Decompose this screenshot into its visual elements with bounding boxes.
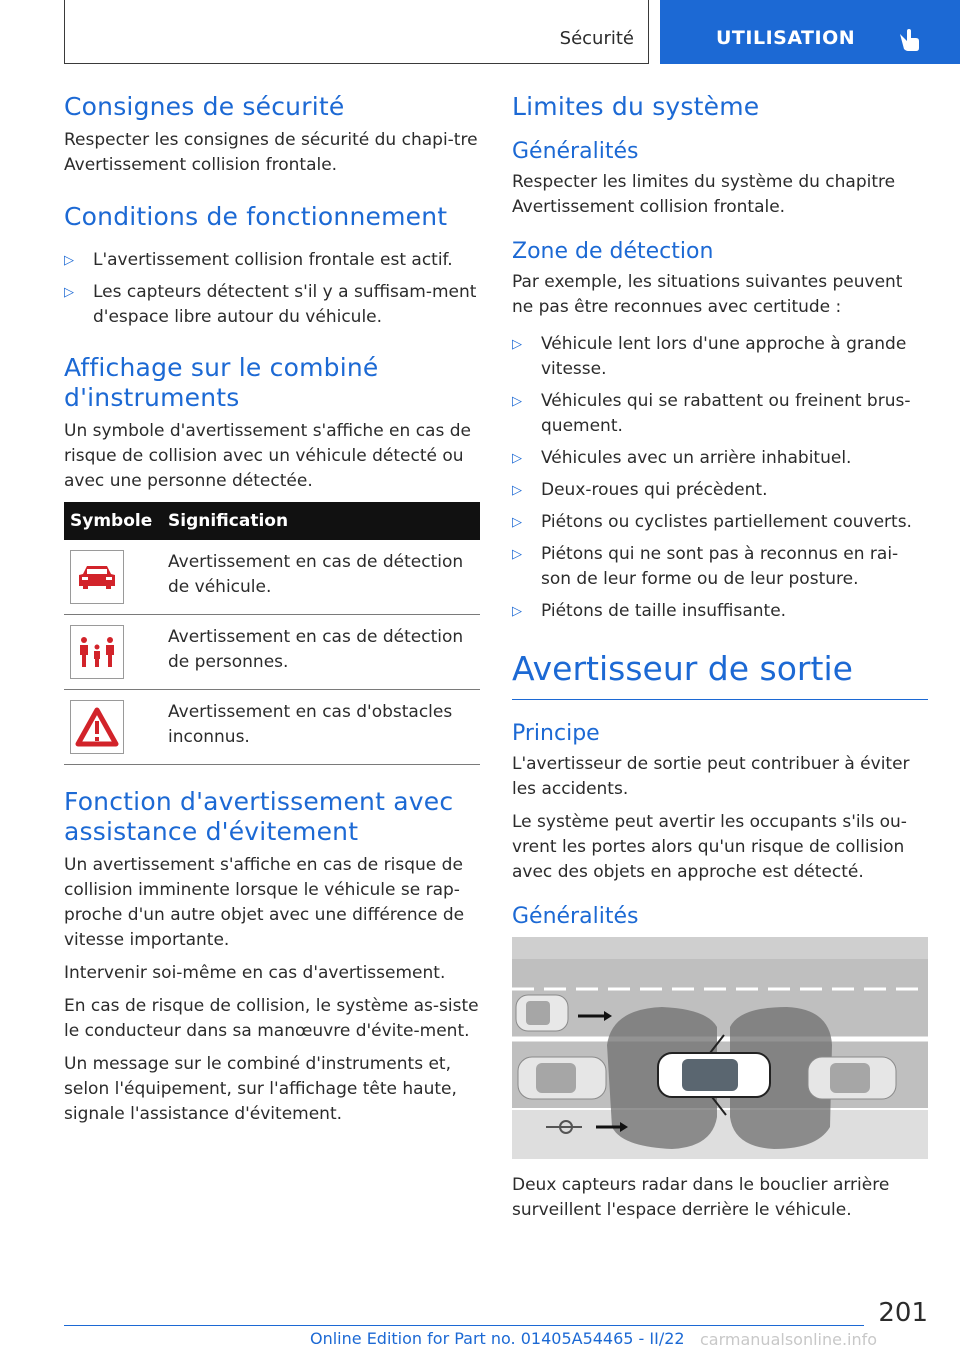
zone-list	[512, 332, 928, 624]
table-row	[64, 615, 480, 690]
symbol-table	[64, 502, 480, 765]
paragraph-consignes: Respecter les consignes de sécurité du chapi-tre Avertissement collision frontale.	[64, 130, 478, 175]
edition-note: Online Edition for Part no. 01405A54465 - II/22	[310, 1329, 685, 1348]
heading-zone: Zone de détection	[512, 239, 714, 264]
footer-divider	[64, 1325, 864, 1326]
list-item: ▷ Véhicules avec un arrière inhabituel.	[512, 448, 852, 468]
paragraph-fonction-3: En cas de risque de collision, le système as-siste le conducteur dans sa manœuvre d'évite-ment.	[64, 996, 479, 1041]
car-warning-icon	[70, 550, 124, 604]
paragraph-affichage: Un symbole d'avertissement s'affiche en cas de risque de collision avec un véhicule détecté ou avec une personne détectée.	[64, 421, 471, 491]
header-section-title: Sécurité	[559, 28, 634, 49]
list-item: ▷ L'avertissement collision frontale est actif.	[64, 250, 453, 270]
list-item: ▷ Véhicules qui se rabattent ou freinent brus-quement.	[512, 391, 911, 436]
heading-consignes: Consignes de sécurité	[64, 92, 345, 121]
list-item: ▷ Piétons de taille insuffisante.	[512, 601, 787, 621]
heading-affichage: Affichage sur le combiné d'instruments	[64, 353, 379, 412]
table-row	[64, 690, 480, 765]
parked-car-icon	[516, 995, 568, 1031]
heading-fonction: Fonction d'avertissement avec assistance d'évitement	[64, 787, 454, 846]
table-row	[64, 540, 480, 615]
pedestrians-warning-icon	[70, 625, 124, 679]
table-cell: Avertissement en cas de détection de personnes.	[162, 615, 480, 690]
paragraph-principe-2: Le système peut avertir les occupants s'ils ou-vrent les portes alors qu'un risque de collision avec des objets en approche est détecté.	[512, 812, 907, 882]
left-column	[64, 92, 480, 1135]
heading-principe: Principe	[512, 721, 600, 746]
table-header-meaning: Signification	[162, 502, 480, 540]
heading-limites: Limites du système	[512, 92, 760, 121]
heading-generalites-2: Généralités	[512, 904, 639, 929]
paragraph-generalites: Respecter les limites du système du chapitre Avertissement collision frontale.	[512, 172, 896, 217]
list-item: ▷ Piétons qui ne sont pas à reconnus en rai-son de leur forme ou de leur posture.	[512, 544, 899, 589]
page-number: 201	[878, 1298, 928, 1328]
heading-generalites: Généralités	[512, 139, 639, 164]
heading-conditions: Conditions de fonctionnement	[64, 202, 448, 231]
paragraph-fonction-4: Un message sur le combiné d'instruments et, selon l'équipement, sur l'affichage tête haute, signale l'assistance d'évitement.	[64, 1054, 457, 1124]
exit-warning-illustration	[512, 937, 928, 1159]
table-cell: Avertissement en cas de détection de véhicule.	[162, 540, 480, 615]
conditions-list	[64, 248, 480, 330]
heading-avertisseur: Avertisseur de sortie	[512, 649, 928, 700]
watermark: carmanualsonline.info	[700, 1330, 878, 1349]
obstacle-triangle-icon	[70, 700, 124, 754]
paragraph-zone: Par exemple, les situations suivantes peuvent ne pas être reconnues avec certitude :	[512, 272, 903, 317]
approaching-car-icon	[518, 1057, 606, 1099]
header-chapter-label: UTILISATION	[716, 27, 856, 49]
right-column	[512, 92, 928, 1231]
list-item: ▷ Deux-roues qui précèdent.	[512, 480, 768, 500]
table-cell: Avertissement en cas d'obstacles inconnus.	[162, 690, 480, 765]
paragraph-fonction-2: Intervenir soi-même en cas d'avertissement.	[64, 963, 446, 983]
figure-caption: Deux capteurs radar dans le bouclier arrière surveillent l'espace derrière le véhicule.	[512, 1175, 890, 1220]
following-car-icon	[808, 1057, 896, 1099]
list-item: ▷ Les capteurs détectent s'il y a suffisam-ment d'espace libre autour du véhicule.	[64, 282, 477, 327]
hand-pointer-icon	[896, 26, 922, 52]
header-bar	[64, 0, 649, 64]
list-item: ▷ Piétons ou cyclistes partiellement couverts.	[512, 512, 912, 532]
header-chapter-tab[interactable]	[660, 0, 960, 64]
paragraph-principe-1: L'avertisseur de sortie peut contribuer à éviter les accidents.	[512, 754, 910, 799]
list-item: ▷ Véhicule lent lors d'une approche à grande vitesse.	[512, 334, 907, 379]
paragraph-fonction-1: Un avertissement s'affiche en cas de risque de collision imminente lorsque le véhicule se rap-proche d'un autre objet avec une différence de vitesse importante.	[64, 855, 465, 950]
table-header-symbol: Symbole	[64, 502, 162, 540]
